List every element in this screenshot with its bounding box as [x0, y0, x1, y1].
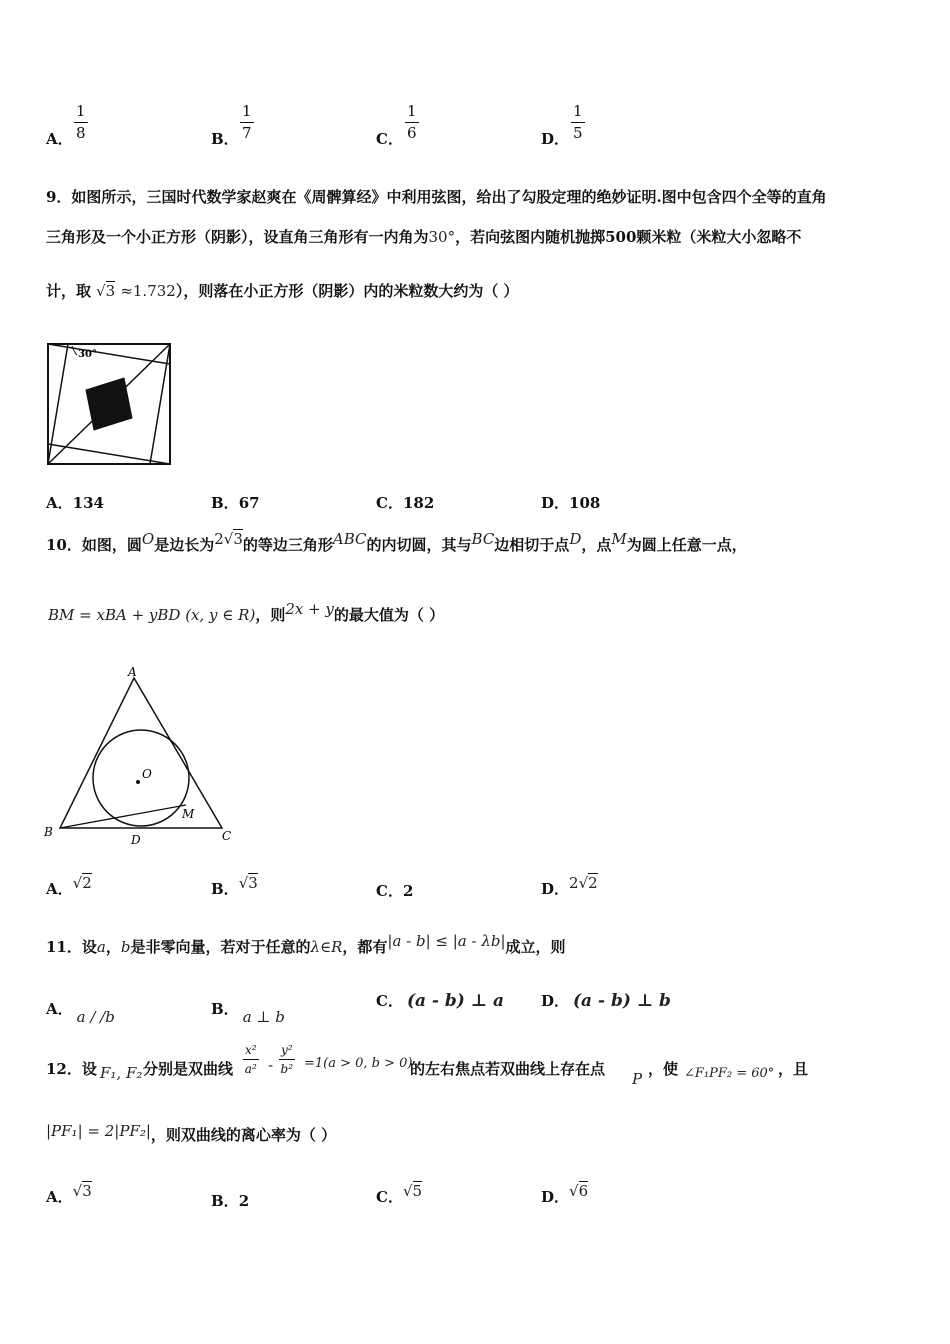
q9-angle: 30° — [428, 228, 456, 246]
q10-line-1: 10．如图，圆O是边长为2√3的等边三角形ABC的内切圆，其与BC边相切于点D，点M为圆上任意一点， — [46, 530, 747, 554]
q9-approx: ≈1.732 — [120, 282, 176, 300]
q10-side-length: 2√3 — [214, 530, 243, 548]
q10-line-2: BM = xBA + yBD (x, y ∈ R)，则2x + y的最大值为（ ） — [48, 600, 445, 624]
q9-figure-angle-label: 30° — [78, 349, 97, 360]
q12-fraction-x: $\frac{\text{x²}}{\text{a²}}$ — [244, 1043, 257, 1076]
q8-option-d-label: D． — [541, 130, 570, 148]
q11-option-b: B． a ⊥ b — [211, 1000, 285, 1026]
q10-option-b: B．√3 — [211, 874, 258, 898]
q10-triangle-figure — [40, 664, 240, 848]
q9-option-c: C．182 — [376, 494, 435, 512]
q8-option-c-label: C． — [376, 130, 403, 148]
q10-fig-label-b: B — [44, 825, 53, 839]
q10-vector-equation: BM = xBA + yBD (x, y ∈ R) — [48, 606, 256, 624]
q12-option-a: A．√3 — [46, 1182, 92, 1206]
q12-text-hyperbola: 分别是双曲线 — [143, 1060, 234, 1078]
q12-fraction-y: $\frac{\text{y²}}{\text{b²}}$ — [280, 1043, 294, 1076]
q10-fig-label-d: D — [131, 833, 141, 847]
q12-text-foci: 的左右焦点若双曲线上存在点 — [410, 1060, 606, 1078]
q12-prefix: 12．设 — [46, 1060, 97, 1078]
q9-line-2: 三角形及一个小正方形（阴影），设直角三角形有一内角为30°，若向弦图内随机抛掷500颗米粒（米粒大小忽略不 — [46, 228, 802, 246]
q12-foci: F₁, F₂ — [100, 1064, 143, 1082]
q10-fig-label-a: A — [128, 665, 137, 679]
q12-option-b: B．2 — [211, 1192, 250, 1210]
q11-inequality: |a - b| ≤ |a - λb| — [387, 932, 506, 950]
q10-option-c: C．2 — [376, 882, 414, 900]
q8-option-c-fraction: $\frac{1}{6}$ — [407, 102, 417, 142]
q12-angle-condition: ∠F₁PF₂ = 60° — [684, 1066, 775, 1081]
q12-option-c: C．√5 — [376, 1182, 423, 1206]
q12-line-2: |PF₁| = 2|PF₂|，则双曲线的离心率为（ ） — [46, 1122, 337, 1144]
q11-option-a: A． a / /b — [46, 1000, 115, 1026]
q9-zhao-shuang-figure — [44, 340, 176, 468]
q12-distance-condition: |PF₁| = 2|PF₂| — [46, 1122, 151, 1140]
q11-stem: 11．设a，b是非零向量，若对于任意的λ∈R，都有|a - b| ≤ |a - λb|成立，则 — [46, 932, 566, 956]
q11-option-d: D． (a - b) ⊥ b — [541, 991, 671, 1011]
q8-option-b-label: B． — [211, 130, 239, 148]
q8-option-a-fraction: $\frac{1}{8}$ — [76, 102, 86, 142]
q12-option-d: D．√6 — [541, 1182, 589, 1206]
q9-line-3: 计，取 √3 ≈1.732），则落在小正方形（阴影）内的米粒数大约为（ ） — [46, 282, 519, 300]
q9-option-b: B．67 — [211, 494, 260, 512]
q8-option-b-fraction: $\frac{1}{7}$ — [242, 102, 252, 142]
q12-equation-tail: =1(a > 0, b > 0) — [304, 1056, 413, 1071]
q12-text-and: ，且 — [778, 1060, 809, 1078]
q10-fig-label-o: O — [142, 767, 152, 781]
q12-point-p: P — [632, 1070, 643, 1088]
q10-option-a: A．√2 — [46, 874, 92, 898]
q8-option-a-label: A． — [46, 130, 73, 148]
q10-option-d: D．2√2 — [541, 874, 598, 898]
q10-fig-label-c: C — [222, 829, 232, 843]
q9-option-a: A．134 — [46, 494, 104, 512]
q9-sqrt3: √3 — [96, 282, 116, 300]
q10-fig-label-m: M — [182, 807, 195, 821]
q9-line-1: 9．如图所示，三国时代数学家赵爽在《周髀算经》中利用弦图，给出了勾股定理的绝妙证明.图中包含四个全等的直角 — [46, 188, 827, 206]
q8-option-d-fraction: $\frac{1}{5}$ — [573, 102, 583, 142]
q12-text-such-that: ，使 — [648, 1060, 679, 1078]
q10-expression: 2x + y — [285, 600, 334, 618]
q11-option-c: C． (a - b) ⊥ a — [376, 991, 505, 1011]
q9-option-d: D．108 — [541, 494, 601, 512]
